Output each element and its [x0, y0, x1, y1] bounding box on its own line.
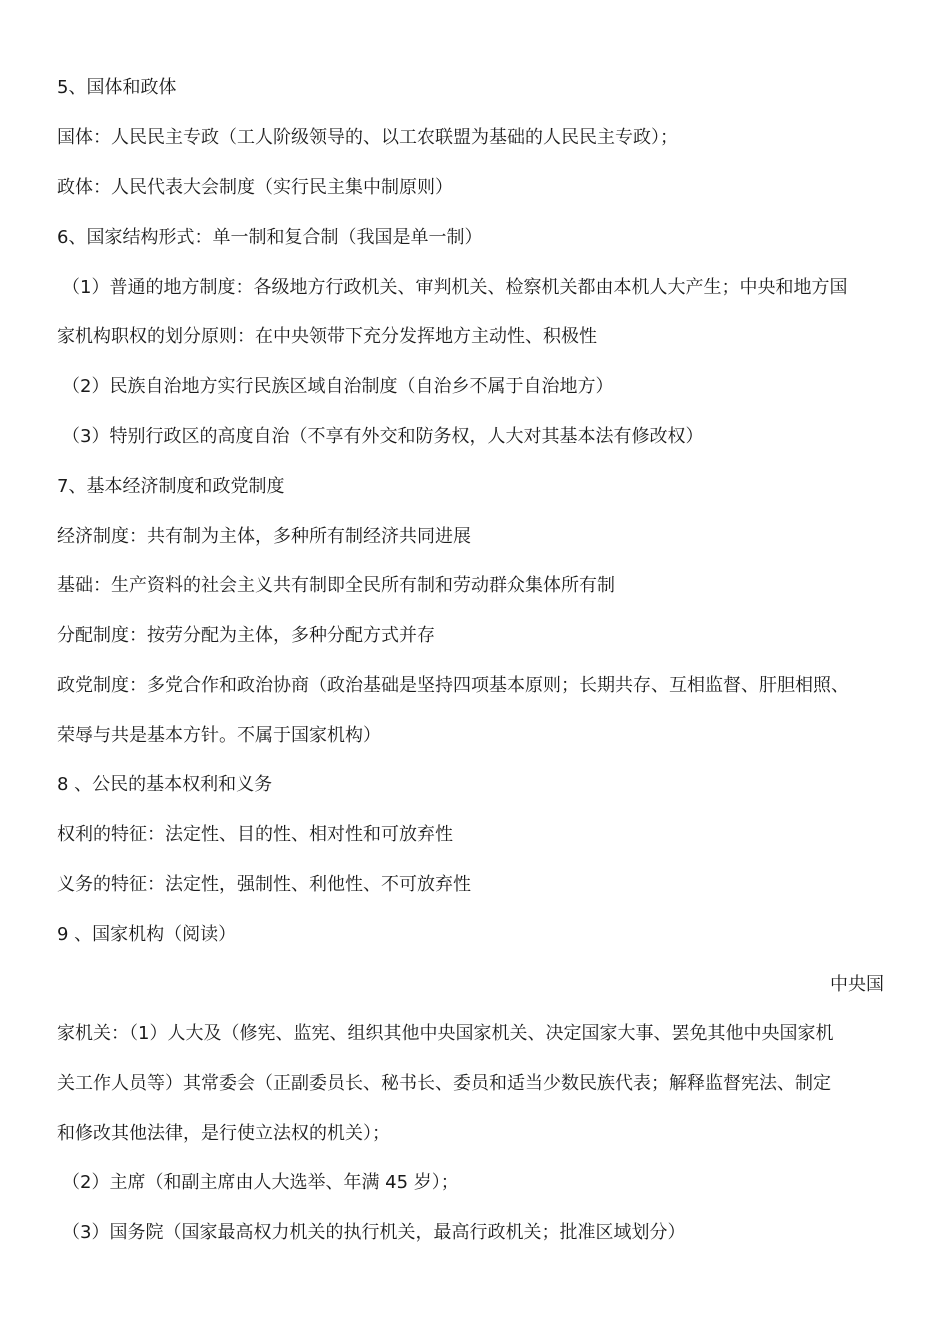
- heading-5-state-system: 5、国体和政体: [57, 77, 177, 98]
- text-line: 和修改其他法律，是行使立法权的机关）；: [57, 1123, 390, 1144]
- heading-6-state-structure: 6、国家结构形式：单一制和复合制（我国是单一制）: [57, 227, 483, 248]
- text-line: 国体：人民民主专政（工人阶级领导的、以工农联盟为基础的人民民主专政）；: [57, 127, 678, 148]
- heading-8-citizen-rights: 8 、公民的基本权利和义务: [57, 774, 273, 795]
- text-line: （2）民族自治地方实行民族区域自治制度（自治乡不属于自治地方）: [62, 376, 614, 397]
- text-line: 家机关：（1）人大及（修宪、监宪、组织其他中央国家机关、决定国家大事、罢免其他中央国家机: [57, 1023, 834, 1044]
- text-line: 义务的特征：法定性，强制性、利他性、不可放弃性: [57, 874, 471, 895]
- heading-9-state-organs: 9 、国家机构（阅读）: [57, 924, 237, 945]
- text-line: 基础：生产资料的社会主义共有制即全民所有制和劳动群众集体所有制: [57, 575, 615, 596]
- text-line: 经济制度：共有制为主体，多种所有制经济共同进展: [57, 526, 471, 547]
- text-line: （2）主席（和副主席由人大选举、年满 45 岁）；: [62, 1172, 459, 1193]
- text-line: 家机构职权的划分原则：在中央领带下充分发挥地方主动性、积极性: [57, 326, 597, 347]
- text-line: （1）普通的地方制度：各级地方行政机关、审判机关、检察机关都由本机人大产生；中央和地方国: [62, 277, 848, 298]
- text-line: 政党制度：多党合作和政治协商（政治基础是坚持四项基本原则；长期共存、互相监督、肝胆相照、: [57, 675, 849, 696]
- text-line: （3）国务院（国家最高权力机关的执行机关，最高行政机关；批准区域划分）: [62, 1222, 686, 1243]
- text-line: 荣辱与共是基本方针。不属于国家机构）: [57, 725, 381, 746]
- text-line: 分配制度：按劳分配为主体，多种分配方式并存: [57, 625, 435, 646]
- text-line: 权利的特征：法定性、目的性、相对性和可放弃性: [57, 824, 453, 845]
- text-line: （3）特别行政区的高度自治（不享有外交和防务权，人大对其基本法有修改权）: [62, 426, 704, 447]
- heading-7-economic-system: 7、基本经济制度和政党制度: [57, 476, 285, 497]
- text-line: 关工作人员等）其常委会（正副委员长、秘书长、委员和适当少数民族代表；解释监督宪法、制定: [57, 1073, 831, 1094]
- text-line: 政体：人民代表大会制度（实行民主集中制原则）: [57, 177, 453, 198]
- text-line: 中央国: [830, 974, 884, 995]
